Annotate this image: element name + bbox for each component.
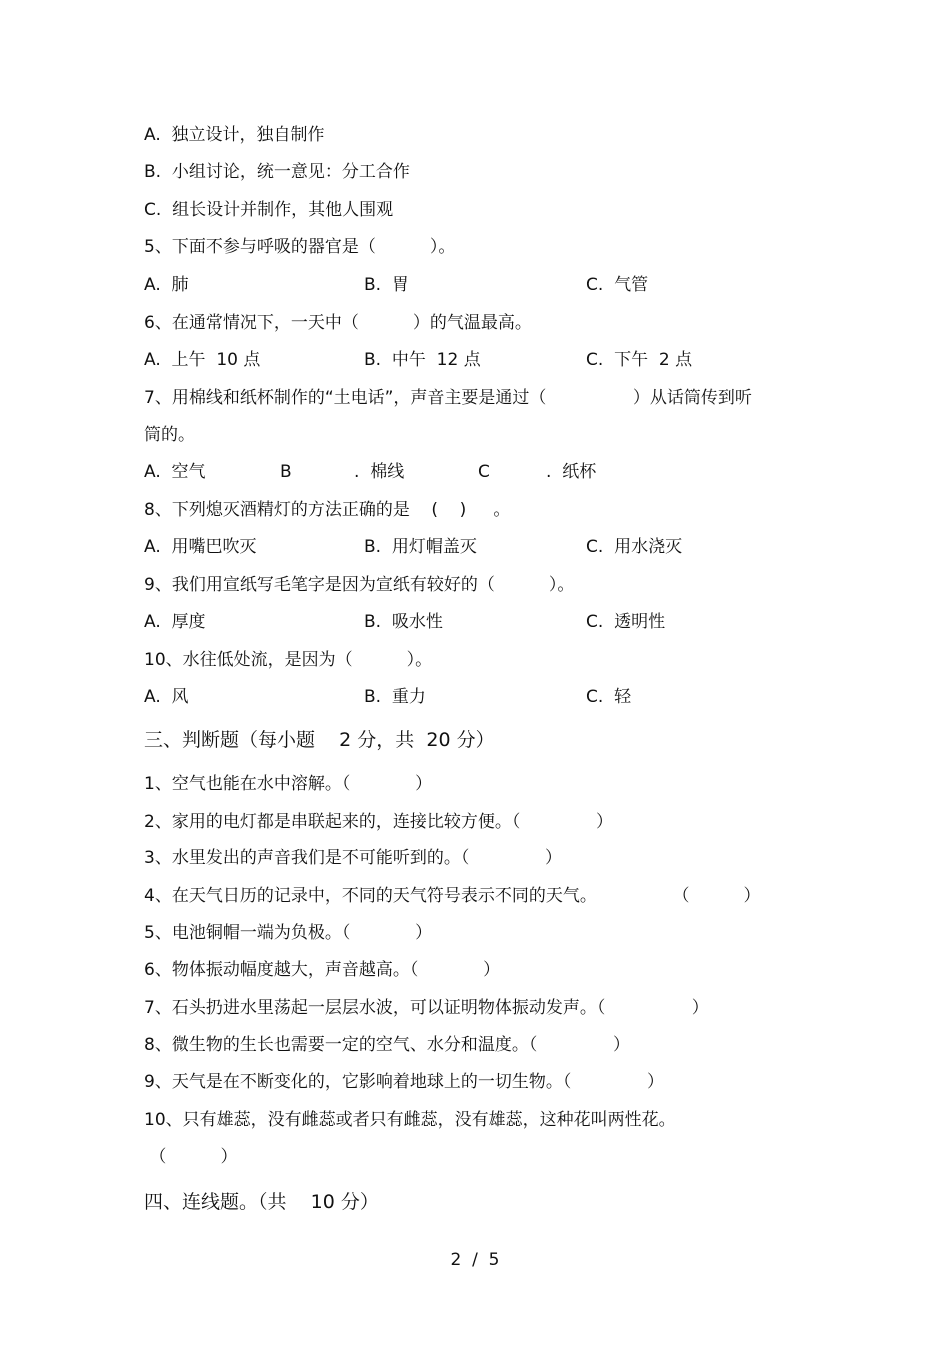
q9-option-a: A. 厚度: [144, 612, 206, 632]
q8-option-b: B. 用灯帽盖灭: [364, 537, 477, 557]
page-number: 2 / 5: [450, 1250, 500, 1270]
judgement-item: 4、在天气日历的记录中，不同的天气符号表示不同的天气。 （ ）: [144, 886, 761, 906]
q8-stem: 8、下列熄灭酒精灯的方法正确的是 ( ) 。: [144, 500, 511, 520]
q5-option-b: B. 胃: [364, 275, 409, 295]
q10-option-b: B. 重力: [364, 687, 426, 707]
q9-option-b: B. 吸水性: [364, 612, 443, 632]
section3-title: 三、判断题（每小题 2 分，共 20 分）: [144, 729, 495, 751]
q5-option-c: C. 气管: [586, 275, 649, 295]
judgement-item: 3、水里发出的声音我们是不可能听到的。（ ）: [144, 848, 562, 868]
q6-option-a: A. 上午 10 点: [144, 350, 261, 370]
q7-option-c-letter: C: [478, 462, 490, 482]
q6-option-b: B. 中午 12 点: [364, 350, 481, 370]
q9-stem: 9、我们用宣纸写毛笔字是因为宣纸有较好的（ ）。: [144, 575, 575, 595]
q4-option-c: C. 组长设计并制作，其他人围观: [144, 200, 394, 220]
q8-option-c: C. 用水浇灭: [586, 537, 683, 557]
q10-option-a: A. 风: [144, 687, 189, 707]
q8-option-a: A. 用嘴巴吹灭: [144, 537, 257, 557]
judgement-item: 2、家用的电灯都是串联起来的，连接比较方便。（ ）: [144, 812, 613, 832]
judgement-item: 7、石头扔进水里荡起一层层水波，可以证明物体振动发声。（ ）: [144, 998, 709, 1018]
section4-title: 四、连线题。（共 10 分）: [144, 1191, 379, 1213]
q7-option-c-text: . 纸杯: [546, 462, 597, 482]
q10-option-c: C. 轻: [586, 687, 632, 707]
q7-option-b-text: . 棉线: [354, 462, 405, 482]
q4-option-b: B. 小组讨论，统一意见：分工合作: [144, 162, 410, 182]
q7-stem-line1: 7、用棉线和纸杯制作的“土电话”，声音主要是通过（ ）从话筒传到听: [144, 388, 752, 408]
q9-option-c: C. 透明性: [586, 612, 666, 632]
judgement-item: 5、电池铜帽一端为负极。（ ）: [144, 923, 433, 943]
q6-option-c: C. 下午 2 点: [586, 350, 693, 370]
q6-stem: 6、在通常情况下，一天中（ ）的气温最高。: [144, 313, 532, 333]
judgement-item: 6、物体振动幅度越大，声音越高。（ ）: [144, 960, 501, 980]
q4-option-a: A. 独立设计，独自制作: [144, 125, 325, 145]
q7-stem-line2: 筒的。: [144, 425, 195, 445]
judgement-item-bracket: （ ）: [144, 1147, 238, 1167]
judgement-item: 8、微生物的生长也需要一定的空气、水分和温度。（ ）: [144, 1035, 630, 1055]
q5-stem: 5、下面不参与呼吸的器官是（ ）。: [144, 237, 456, 257]
q5-option-a: A. 肺: [144, 275, 189, 295]
judgement-item: 1、空气也能在水中溶解。（ ）: [144, 774, 433, 794]
q7-option-b-letter: B: [280, 462, 292, 482]
judgement-item: 9、天气是在不断变化的，它影响着地球上的一切生物。（ ）: [144, 1072, 664, 1092]
q10-stem: 10、水往低处流，是因为（ ）。: [144, 650, 433, 670]
judgement-item: 10、只有雄蕊，没有雌蕊或者只有雌蕊，没有雄蕊，这种花叫两性花。: [144, 1110, 676, 1130]
q7-option-a: A. 空气: [144, 462, 206, 482]
